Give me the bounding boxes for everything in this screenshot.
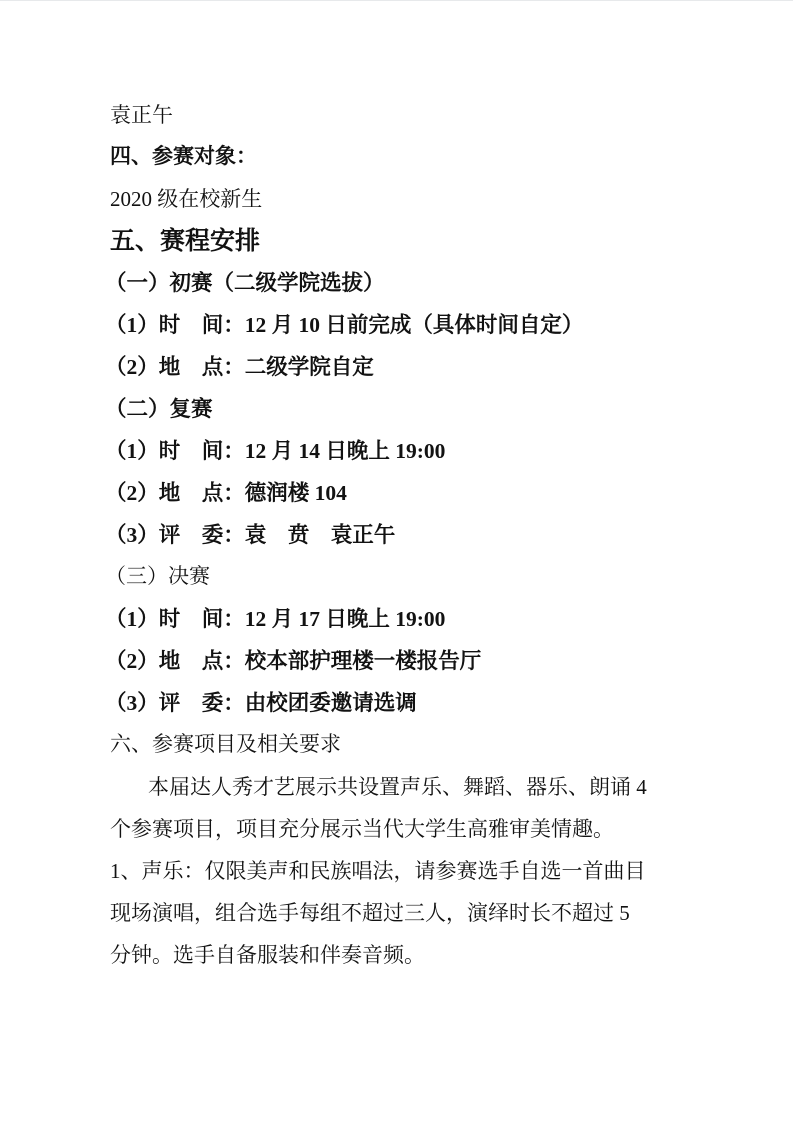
line-final-judges: （3）评 委：由校团委邀请选调: [105, 691, 417, 715]
para-vocal-line-3: 分钟。选手自备服装和伴奏音频。: [110, 943, 425, 967]
subheading-semifinal: （二）复赛: [105, 397, 213, 421]
line-semifinal-place: （2）地 点：德润楼 104: [105, 481, 347, 505]
heading-section-four: 四、参赛对象：: [110, 145, 257, 168]
text-participants: 2020 级在校新生: [110, 187, 263, 211]
line-prelim-place: （2）地 点：二级学院自定: [105, 355, 374, 379]
line-final-time: （1）时 间：12 月 17 日晚上 19:00: [105, 607, 446, 631]
heading-section-six: 六、参赛项目及相关要求: [110, 733, 341, 756]
text-judge-name: 袁正午: [110, 103, 173, 127]
line-semifinal-judges: （3）评 委：袁 贲 袁正午: [105, 523, 396, 547]
para-projects-line-1: 本届达人秀才艺展示共设置声乐、舞蹈、器乐、朗诵 4: [148, 775, 647, 799]
para-vocal-line-1: 1、声乐：仅限美声和民族唱法，请参赛选手自选一首曲目: [110, 859, 646, 883]
para-vocal-line-2: 现场演唱，组合选手每组不超过三人，演绎时长不超过 5: [110, 901, 630, 925]
para-projects-line-2: 个参赛项目，项目充分展示当代大学生高雅审美情趣。: [110, 817, 614, 841]
line-final-place: （2）地 点：校本部护理楼一楼报告厅: [105, 649, 482, 673]
line-semifinal-time: （1）时 间：12 月 14 日晚上 19:00: [105, 439, 446, 463]
subheading-preliminary: （一）初赛（二级学院选拔）: [105, 271, 385, 295]
heading-section-five: 五、赛程安排: [110, 227, 261, 255]
line-prelim-time: （1）时 间：12 月 10 日前完成（具体时间自定）: [105, 313, 584, 337]
subheading-final: （三）决赛: [105, 565, 210, 588]
